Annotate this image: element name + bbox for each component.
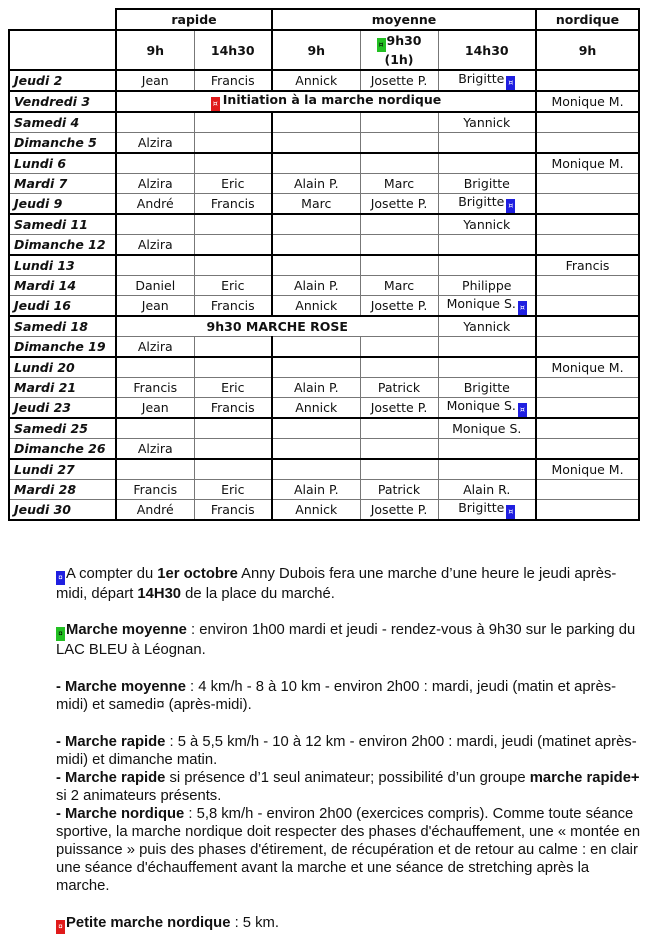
table-row: Dimanche 12 Alzira (9, 235, 639, 256)
table-row: Samedi 4 Yannick (9, 112, 639, 133)
note-marche-moyenne: - Marche moyenne : 4 km/h - 8 à 10 km - environ 2h00 : mardi, jeudi (matin et après-midi) et samedi¤ (après-midi). (56, 679, 617, 713)
table-row: Jeudi 2 Jean Francis Annick Josette P. Brigitte ¤ (9, 70, 639, 91)
banner-initiation: ¤ Initiation à la marche nordique (116, 91, 536, 112)
table-row: Jeudi 9 André Francis Marc Josette P. Brigitte ¤ (9, 194, 639, 215)
blue-marker-icon: ¤ (518, 403, 527, 417)
table-row: Jeudi 30 André Francis Annick Josette P. Brigitte ¤ (9, 500, 639, 521)
schedule-table (8, 8, 640, 521)
table-row: Dimanche 5 Alzira (9, 133, 639, 154)
table-row: Dimanche 19 Alzira (9, 337, 639, 358)
table-row: Samedi 11 Yannick (9, 214, 639, 235)
table-row: Mardi 14 Daniel Eric Alain P. Marc Philippe (9, 276, 639, 296)
note-petite-marche-nordique: ¤ Petite marche nordique : 5 km. (56, 914, 641, 934)
time-rapide-9h: 9h (116, 30, 194, 70)
corner-cell (9, 9, 116, 30)
table-row: Mardi 7 Alzira Eric Alain P. Marc Brigitte (9, 174, 639, 194)
time-moyenne-9h: 9h (272, 30, 360, 70)
day-header (9, 30, 116, 70)
table-row: Lundi 6 Monique M. (9, 153, 639, 174)
blue-marker-icon: ¤ (506, 199, 515, 213)
banner-marche-rose: 9h30 MARCHE ROSE (116, 316, 438, 337)
blue-marker-icon: ¤ (506, 505, 515, 519)
note-marche-rapide: - Marche rapide : 5 à 5,5 km/h - 10 à 12 km - environ 2h00 : mardi, jeudi (matinet après-midi) et dimanche matin. (56, 734, 637, 768)
table-row: Samedi 25 Monique S. (9, 418, 639, 439)
time-moyenne-duration: (1h) (384, 52, 414, 67)
note-marche-moyenne-1h: ¤ Marche moyenne : environ 1h00 mardi et jeudi - rendez-vous à 9h30 sur le parking du LAC BLEU à Léognan. (56, 622, 636, 658)
time-rapide-14h30: 14h30 (194, 30, 272, 70)
table-row: Vendredi 3 ¤ Initiation à la marche nordique Monique M. (9, 91, 639, 112)
note-afternoon-walk: ¤ A compter du 1er octobre Anny Dubois fera une marche d’une heure le jeudi après-midi, départ 14H30 de la place du marché. (56, 566, 617, 602)
blue-marker-icon: ¤ (518, 301, 527, 315)
green-marker-icon: ¤ (377, 38, 386, 52)
group-rapide: rapide (116, 9, 272, 30)
time-nordique-9h: 9h (536, 30, 639, 70)
table-row: Samedi 18 9h30 MARCHE ROSE Yannick (9, 316, 639, 337)
table-row: Lundi 13 Francis (9, 255, 639, 276)
note-marche-nordique: - Marche nordique : 5,8 km/h - environ 2h00 (exercices compris). Comme toute séance sportive, la marche nordique doit respecter des phases d'échauffement, une « montée en puissance » puis des phases d'étirement, de récupération et de retour au calme : en clair une séance d'échauffement avant la marche et une séance de stretching après la marche. (56, 806, 641, 894)
green-marker-icon: ¤ (56, 627, 65, 641)
table-row: Mardi 21 Francis Eric Alain P. Patrick Brigitte (9, 378, 639, 398)
group-moyenne: moyenne (272, 9, 536, 30)
table-row: Lundi 27 Monique M. (9, 459, 639, 480)
table-row: Mardi 28 Francis Eric Alain P. Patrick Alain R. (9, 480, 639, 500)
notes-section (56, 565, 641, 934)
blue-marker-icon: ¤ (56, 571, 65, 585)
blue-marker-icon: ¤ (506, 76, 515, 90)
table-row: Jeudi 16 Jean Francis Annick Josette P. Monique S. ¤ (9, 296, 639, 317)
group-nordique: nordique (536, 9, 639, 30)
time-moyenne-9h30: ¤ 9h30 (1h) (360, 30, 438, 70)
red-marker-icon: ¤ (56, 920, 65, 934)
table-row: Jeudi 23 Jean Francis Annick Josette P. Monique S. ¤ (9, 398, 639, 419)
red-marker-icon: ¤ (211, 97, 220, 111)
time-moyenne-14h30: 14h30 (438, 30, 536, 70)
table-row: Dimanche 26 Alzira (9, 439, 639, 460)
table-row: Lundi 20 Monique M. (9, 357, 639, 378)
note-marche-rapide-plus: - Marche rapide si présence d’1 seul animateur; possibilité d’un groupe marche rapide+ si 2 animateurs présents. (56, 770, 640, 804)
